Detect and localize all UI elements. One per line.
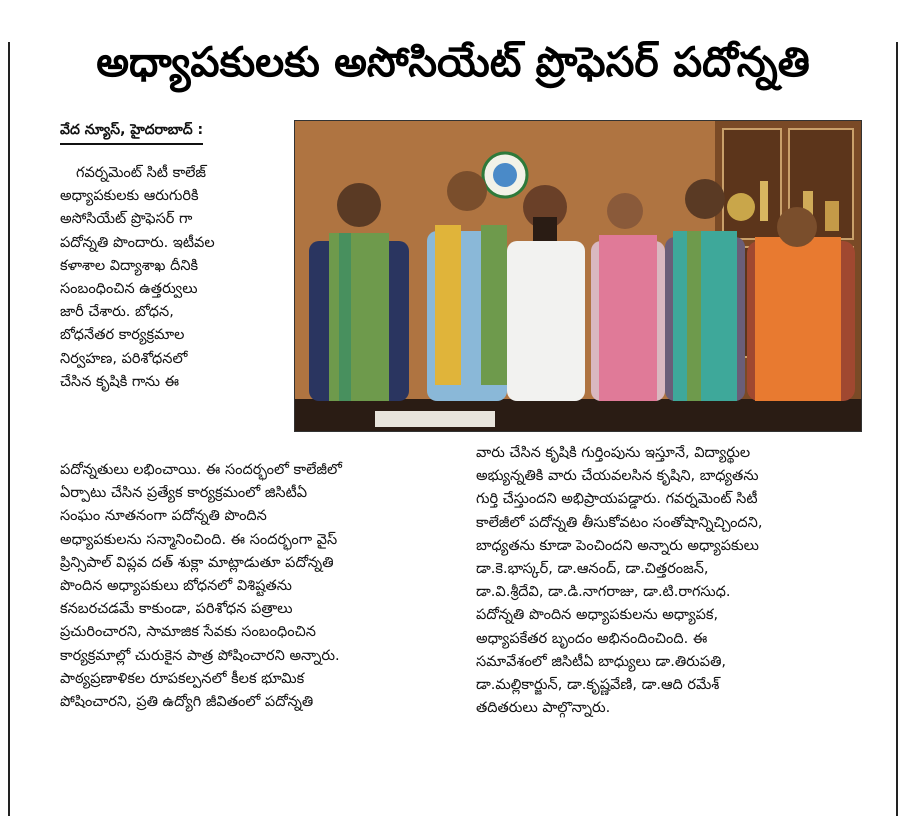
paragraph-body bbox=[60, 459, 470, 714]
text-line: బాధ్యతను కూడా పెంచిందని అన్నారు అధ్యాపకులు bbox=[476, 537, 759, 554]
text-line: పదోన్నతులు లభించాయి. ఈ సందర్భంలో కాలేజీలో bbox=[60, 462, 342, 478]
paragraph-intro bbox=[60, 162, 285, 394]
text-line: పాఠ్యప్రణాళికల రూపకల్పనలో కీలక భూమిక bbox=[60, 670, 305, 687]
text-line: గుర్తి చేస్తుందని అభిప్రాయపడ్డారు. గవర్నమెంట్ సిటీ bbox=[476, 491, 758, 508]
text-line: జారీ చేశారు. బోధన, bbox=[60, 304, 174, 321]
column-one-top bbox=[60, 162, 285, 394]
text-line: గవర్నమెంట్ సిటీ కాలేజ్ bbox=[76, 165, 207, 181]
text-line: కార్యక్రమాల్లో చురుకైన పాత్ర పోషించారని అన్నారు. bbox=[60, 647, 340, 664]
text-line: అభ్యున్నతికి వారు చేయవలసిన కృషిని, బాధ్యతను bbox=[476, 468, 759, 485]
text-line: అధ్యాపకేతర బృందం అభినందించింది. ఈ bbox=[476, 630, 708, 647]
paragraph-continued bbox=[476, 442, 876, 720]
text-line: పోషించారని, ప్రతి ఉద్యోగి జీవితంలో పదోన్నతి bbox=[60, 694, 314, 711]
text-line: సంఘం నూతనంగా పదోన్నతి పొందిన bbox=[60, 508, 267, 525]
text-line: కాలేజీలో పదోన్నతి తీసుకోవటం సంతోషాన్నిచ్చిందని, bbox=[476, 514, 763, 531]
text-line: సమావేశంలో జిసిటీఏ బాధ్యులు డా.తిరుపతి, bbox=[476, 653, 727, 670]
text-line: బోధనేతర కార్యక్రమాల bbox=[60, 327, 185, 344]
text-line: సంబంధించిన ఉత్తర్వులు bbox=[60, 281, 198, 298]
text-line: అధ్యాపకులను సన్మానించింది. ఈ సందర్భంగా వైస్ bbox=[60, 531, 338, 548]
group-photo-image bbox=[295, 121, 861, 431]
dateline: వేద న్యూస్, హైదరాబాద్ : bbox=[60, 122, 203, 145]
right-column-rule bbox=[896, 42, 898, 816]
text-line: అధ్యాపకులకు ఆరుగురికి bbox=[60, 188, 199, 205]
text-line: ఏర్పాటు చేసిన ప్రత్యేక కార్యక్రమంలో జిసిటీఏ bbox=[60, 485, 308, 502]
text-line: పదోన్నతి పొందారు. ఇటీవల bbox=[60, 234, 215, 251]
text-line: నిర్వహణ, పరిశోధనలో bbox=[60, 350, 188, 367]
text-line: కనబరచడమే కాకుండా, పరిశోధన పత్రాలు bbox=[60, 601, 293, 618]
left-column-rule bbox=[8, 42, 10, 816]
text-line: చేసిన కృషికి గాను ఈ bbox=[60, 373, 179, 390]
text-line: డా.కె.భాస్కర్, డా.ఆనంద్, డా.చిత్తరంజన్, bbox=[476, 561, 709, 578]
text-line: డా.వి.శ్రీదేవి, డా.డి.నాగరాజు, డా.టి.రాగసుధ. bbox=[476, 584, 731, 601]
text-line: పొందిన అధ్యాపకులు బోధనలో విశిష్టతను bbox=[60, 578, 292, 595]
headline: అధ్యాపకులకు అసోసియేట్ ప్రొఫెసర్ పదోన్నతి bbox=[96, 38, 810, 86]
text-line: వారు చేసిన కృషికి గుర్తింపును ఇస్తూనే, విద్యార్థుల bbox=[476, 445, 751, 461]
group-photo bbox=[294, 120, 862, 432]
text-line: కళాశాల విద్యాశాఖ దీనికి bbox=[60, 257, 199, 274]
column-one-bottom bbox=[60, 459, 470, 714]
text-line: ప్రచురించారని, సామాజిక సేవకు సంబంధించిన bbox=[60, 624, 316, 641]
text-line: డా.మల్లికార్జున్, డా.కృష్ణవేణి, డా.ఆది రమేశ్ bbox=[476, 677, 720, 694]
text-line: ప్రిన్సిపాల్ విప్లవ దత్ శుక్లా మాట్లాడుతూ పదోన్నతి bbox=[60, 554, 334, 571]
text-line: తదితరులు పాల్గొన్నారు. bbox=[476, 700, 611, 717]
text-line: పదోన్నతి పొందిన అధ్యాపకులను అధ్యాపక, bbox=[476, 607, 719, 624]
text-line: అసోసియేట్ ప్రొఫెసర్ గా bbox=[60, 211, 193, 228]
column-two bbox=[476, 442, 876, 720]
